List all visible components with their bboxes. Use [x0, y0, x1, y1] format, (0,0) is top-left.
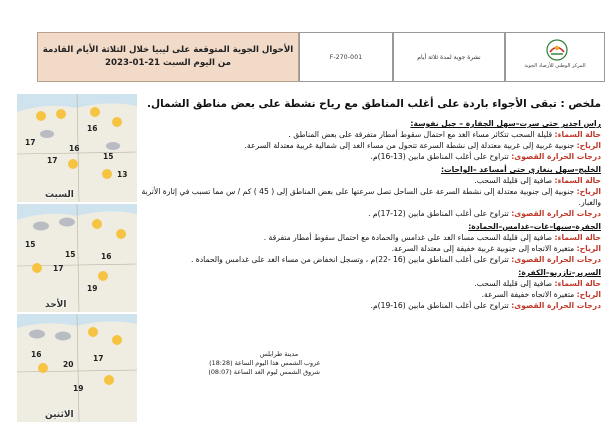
temp-label: 17	[53, 264, 64, 273]
sky-line	[474, 175, 601, 186]
wind-label: الرياح:	[576, 290, 601, 299]
region-heading	[468, 221, 601, 232]
forecast-maps	[17, 94, 137, 422]
day-label: السبت	[45, 190, 74, 200]
temp-label: 15	[25, 240, 36, 249]
wind-value: متغيرة الاتجاه خفيفة السرعة.	[481, 290, 577, 299]
temp-label: 16	[31, 350, 42, 359]
bulletin-header	[37, 32, 605, 82]
map-day-1	[17, 94, 137, 202]
sky-line	[474, 278, 601, 289]
temp-label: 20	[63, 360, 74, 369]
region-heading	[518, 267, 601, 278]
temp-line	[191, 254, 601, 265]
organization-name: المركز الوطني للأرصاد الجوية	[524, 63, 586, 69]
temp-line	[371, 300, 601, 311]
sky-value: صافية إلى قليلة السحب.	[474, 176, 555, 185]
temp-value: تتراوح على أغلب المناطق مابين (16-19)م.	[370, 301, 512, 310]
sky-value: قليلة السحب تتكاثر مساء الغد مع احتمال سقوط أمطار متفرقة على بعض المناطق .	[288, 130, 555, 139]
region-name: الجفرة–سبها–غات–غدامس–الحمادة:	[468, 222, 601, 231]
temp-label: 17	[47, 156, 58, 165]
libya-map-icon	[17, 204, 137, 312]
temp-label: درجات الحرارة القصوى:	[511, 152, 601, 161]
temp-value: تتراوح على أغلب المناطق مابين (12-17)م .	[368, 209, 512, 218]
temp-line	[371, 151, 601, 162]
meteorology-logo-icon	[546, 39, 568, 61]
map-day-2	[17, 204, 137, 312]
wind-value: جنوبية إلى جنوبية معتدلة إلى نشطة السرعة على الساحل تصل سرعتها على بعض المناطق إلى ( 45 ) كم / س مما تسبب في إثارة الأتربة والغبار.	[141, 187, 601, 207]
temp-label: 16	[69, 144, 80, 153]
wind-line	[245, 140, 602, 151]
wind-line	[482, 289, 601, 300]
city-name: مدينة طرابلس	[259, 350, 299, 358]
temp-label: 19	[87, 284, 98, 293]
temp-label: 16	[101, 252, 112, 261]
temp-label: درجات الحرارة القصوى:	[511, 209, 601, 218]
forecast-type: نشرة جوية لمدة ثلاثة أيام	[393, 32, 505, 82]
wind-label: الرياح:	[576, 141, 601, 150]
sky-label: حالة السماء:	[554, 130, 601, 139]
title-line-1: الأحوال الجوية المتوقعة على ليبيا خلال الثلاثة الأيام القادمة	[42, 45, 294, 55]
sky-value: صافية إلى قليلة السحب.	[474, 279, 555, 288]
sunset-time: غروب الشمس هذا اليوم الساعة (18:28)	[209, 359, 320, 367]
region-name: السرير–تازربو–الكفرة:	[518, 268, 601, 277]
wind-line	[392, 243, 601, 254]
temp-label: 19	[73, 384, 84, 393]
temp-value: تتراوح على أغلب المناطق مابين (16 -22)م ، وتسجل انخفاض من مساء الغد على غدامس والحمادة .	[190, 255, 512, 264]
sky-value: صافية إلى قليلة السحب مساء الغد على غدامس والحمادة مع احتمال سقوط أمطار متفرقة .	[263, 233, 555, 242]
bulletin-page	[3, 14, 601, 426]
temp-label: 17	[93, 354, 104, 363]
temp-line	[368, 208, 601, 219]
sky-label: حالة السماء:	[554, 176, 601, 185]
day-label: الاثنين	[45, 410, 74, 420]
region-heading	[441, 164, 601, 175]
region-heading	[410, 118, 601, 129]
temp-label: 15	[103, 152, 114, 161]
sun-times	[208, 350, 320, 377]
wind-value: متغيرة الاتجاه إلى جنوبية غربية خفيفة إلى معتدلة السرعة.	[391, 244, 577, 253]
temp-value: تتراوح على أغلب المناطق مابين (13-16)م.	[370, 152, 512, 161]
wind-value: جنوبية غربية إلى غربية معتدلة إلى نشطة السرعة تتحول من مساء الغد إلى شمالية غربية معتدلة السرعة.	[244, 141, 577, 150]
libya-map-icon	[17, 314, 137, 422]
title-box	[37, 32, 299, 82]
title-line-2: من اليوم السبت 21-01-2023	[105, 58, 231, 68]
temp-label: درجات الحرارة القصوى:	[511, 301, 601, 310]
summary: ملخص : تبقى الأجواء باردة على أغلب المناطق مع رياح نشطة على بعض مناطق الشمال.	[147, 98, 601, 110]
temp-label: درجات الحرارة القصوى:	[511, 255, 601, 264]
organization-box	[505, 32, 605, 82]
wind-label: الرياح:	[576, 244, 601, 253]
temp-label: 16	[87, 124, 98, 133]
region-name: الخليج–سهل بنغازي حتى أمساعد –الواحات:	[441, 165, 601, 174]
sky-label: حالة السماء:	[554, 279, 601, 288]
wind-line	[139, 186, 601, 208]
map-day-3	[17, 314, 137, 422]
sky-label: حالة السماء:	[554, 233, 601, 242]
region-name: راس اجدير حتى سرت–سهل الجفارة – جبل نفوسة:	[410, 119, 601, 128]
document-code: F-270-001	[299, 32, 393, 82]
temp-label: 15	[65, 250, 76, 259]
forecast-text	[137, 96, 603, 392]
sky-line	[264, 232, 601, 243]
temp-label: 17	[25, 138, 36, 147]
temp-label: 13	[117, 170, 128, 179]
day-label: الأحد	[45, 300, 67, 310]
wind-label: الرياح:	[576, 187, 601, 196]
sunrise-time: شروق الشمس ليوم الغد الساعة (08:07)	[208, 368, 320, 376]
sky-line	[288, 129, 601, 140]
